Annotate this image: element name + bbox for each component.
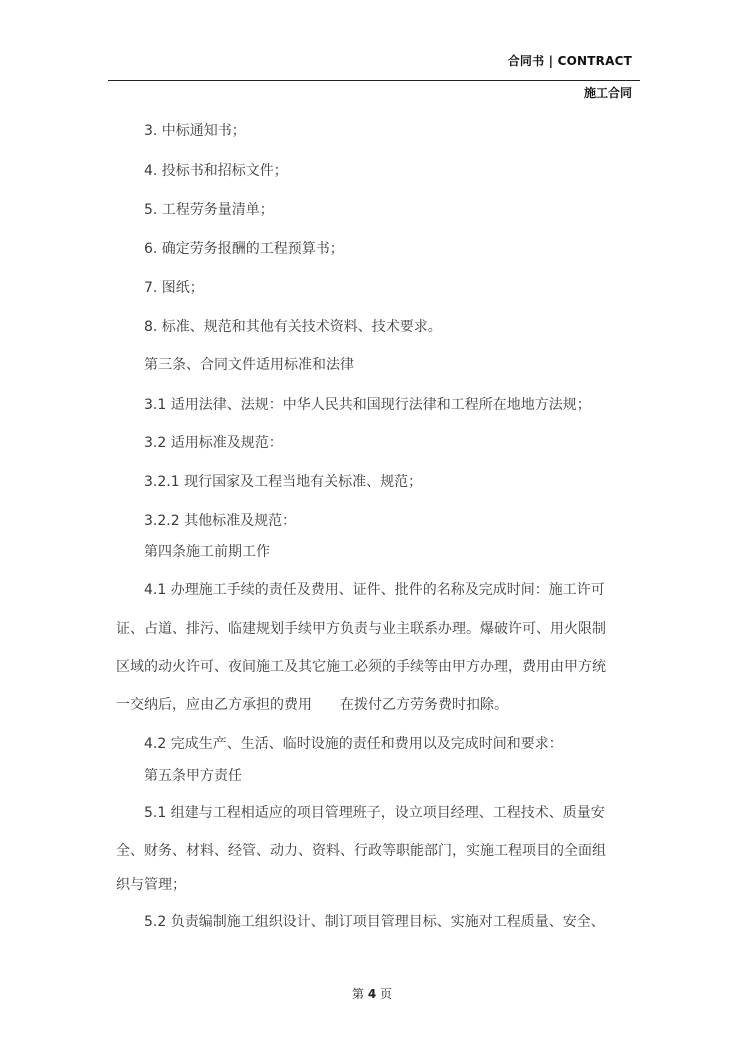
page-number: 4 [367,987,377,1001]
list-item: 6. 确定劳务报酬的工程预算书； [144,241,344,257]
section-heading: 第三条、合同文件适用标准和法律 [144,357,354,373]
list-item: 5. 工程劳务量清单； [144,202,274,218]
list-item: 8. 标准、规范和其他有关技术资料、技术要求。 [144,319,442,335]
paragraph-line: 5.2 负责编制施工组织设计、制订项目管理目标、实施对工程质量、安全、 [144,914,605,930]
paragraph-line: 5.1 组建与工程相适应的项目管理班子，设立项目经理、工程技术、质量安 [144,805,605,821]
paragraph-line: 证、占道、排污、临建规划手续甲方负责与业主联系办理。爆破许可、用火限制 [116,621,606,637]
list-item: 3. 中标通知书； [144,123,246,139]
section-heading: 第五条甲方责任 [144,768,242,784]
paragraph-line: 一交纳后，应由乙方承担的费用 在拨付乙方劳务费时扣除。 [116,697,508,713]
paragraph-line: 3.1 适用法律、法规：中华人民共和国现行法律和工程所在地地方法规； [144,397,591,413]
paragraph-line: 4.1 办理施工手续的责任及费用、证件、批件的名称及完成时间：施工许可 [144,582,605,598]
page-footer [0,985,744,1002]
paragraph-line: 3.2 适用标准及规范： [144,435,283,451]
paragraph-line: 区域的动火许可、夜间施工及其它施工必须的手续等由甲方办理，费用由甲方统 [116,659,606,675]
paragraph-line: 3.2.1 现行国家及工程当地有关标准、规范； [144,474,423,490]
header-title: 合同书 | CONTRACT [507,54,632,68]
paragraph-line: 织与管理； [116,877,186,893]
section-heading: 第四条施工前期工作 [144,544,270,560]
paragraph-line: 全、财务、材料、经管、动力、资料、行政等职能部门，实施工程项目的全面组 [116,843,606,859]
header-subtitle: 施工合同 [583,86,632,100]
list-item: 7. 图纸； [144,280,204,296]
paragraph-line: 4.2 完成生产、生活、临时设施的责任和费用以及完成时间和要求： [144,736,563,752]
footer-prefix: 第 [351,987,364,1001]
footer-suffix: 页 [380,987,393,1001]
header-divider [108,80,640,81]
list-item: 4. 投标书和招标文件； [144,163,288,179]
paragraph-line: 3.2.2 其他标准及规范： [144,513,297,529]
